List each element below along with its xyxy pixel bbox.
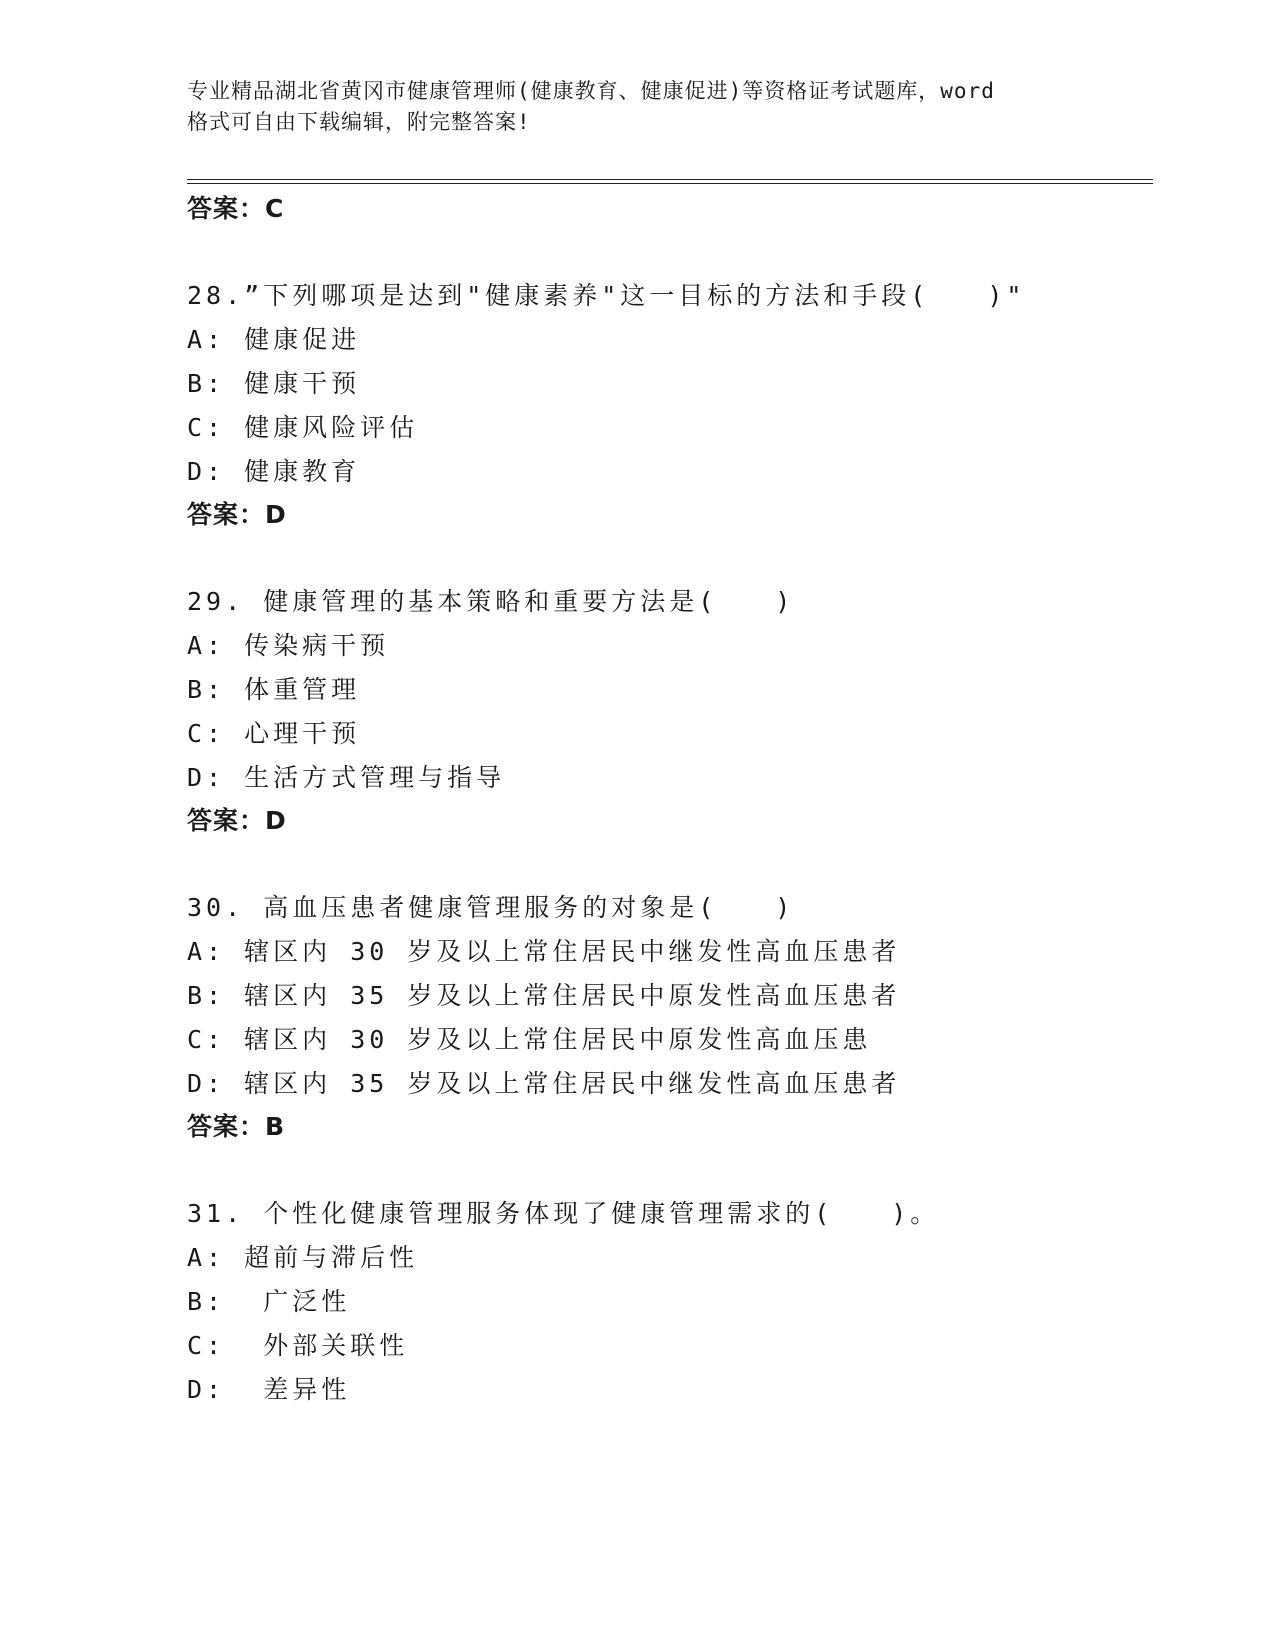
question-31-option-d: D: 差异性 (187, 1375, 351, 1404)
question-28-option-b: B: 健康干预 (187, 369, 361, 398)
header-rule-top (187, 179, 1153, 180)
question-31-option-b: B: 广泛性 (187, 1287, 351, 1316)
question-29-option-b: B: 体重管理 (187, 675, 361, 704)
answer-prev: 答案：C (187, 194, 285, 223)
question-29-stem: 29. 健康管理的基本策略和重要方法是( ) (187, 587, 795, 616)
header-line-1: 专业精品湖北省黄冈市健康管理师(健康教育、健康促进)等资格证考试题库，word (187, 79, 995, 103)
question-28-option-c: C: 健康风险评估 (187, 413, 419, 442)
header-rule-bottom (187, 183, 1153, 184)
question-30-stem: 30. 高血压患者健康管理服务的对象是( ) (187, 893, 795, 922)
document-header (187, 76, 1087, 138)
question-31-stem: 31. 个性化健康管理服务体现了健康管理需求的( )。 (187, 1199, 940, 1228)
question-30-option-c: C: 辖区内 30 岁及以上常住居民中原发性高血压患 (187, 1025, 872, 1054)
question-29-option-a: A: 传染病干预 (187, 631, 390, 660)
question-30-option-a: A: 辖区内 30 岁及以上常住居民中继发性高血压患者 (187, 937, 901, 966)
question-31-option-c: C: 外部关联性 (187, 1331, 409, 1360)
question-29-answer: 答案：D (187, 806, 287, 835)
question-28-stem: 28.”下列哪项是达到"健康素养"这一目标的方法和手段( )" (187, 281, 1026, 310)
question-29-option-d: D: 生活方式管理与指导 (187, 763, 506, 792)
question-30-option-b: B: 辖区内 35 岁及以上常住居民中原发性高血压患者 (187, 981, 901, 1010)
question-30-option-d: D: 辖区内 35 岁及以上常住居民中继发性高血压患者 (187, 1069, 901, 1098)
question-29-option-c: C: 心理干预 (187, 719, 361, 748)
question-31-option-a: A: 超前与滞后性 (187, 1243, 419, 1272)
header-line-2: 格式可自由下载编辑，附完整答案! (187, 110, 531, 134)
question-28-option-d: D: 健康教育 (187, 457, 361, 486)
question-28-answer: 答案：D (187, 500, 287, 529)
question-28-option-a: A: 健康促进 (187, 325, 361, 354)
question-30-answer: 答案：B (187, 1112, 286, 1141)
